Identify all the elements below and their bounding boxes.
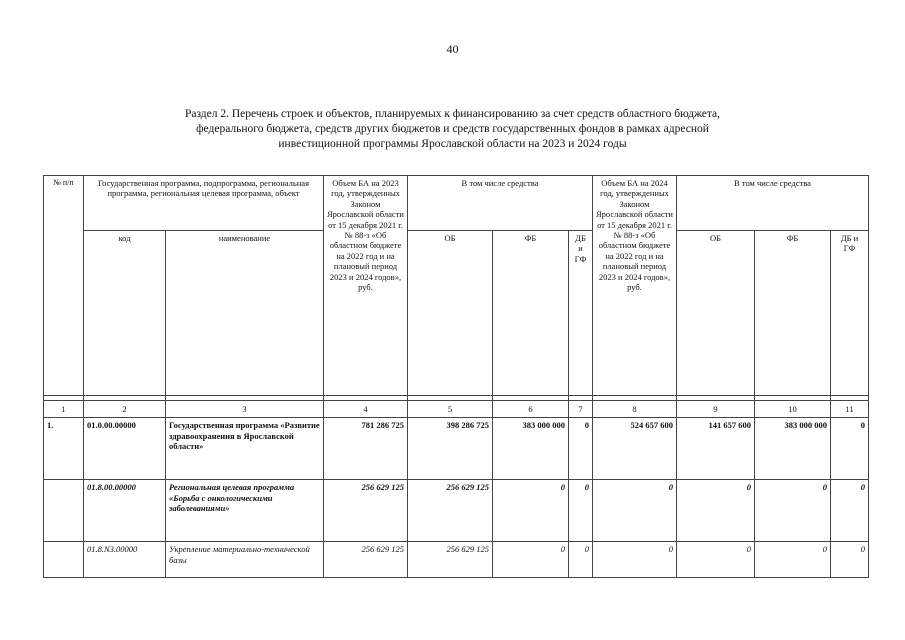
- row-code: 01.0.00.00000: [84, 418, 166, 480]
- row-ob-2024: 0: [677, 542, 755, 578]
- row-ob-2023: 256 629 125: [408, 480, 493, 542]
- header-ob-2023: ОБ: [408, 231, 493, 396]
- column-number: 1: [44, 401, 84, 418]
- row-ob-2023: 256 629 125: [408, 542, 493, 578]
- investment-table: [43, 175, 869, 578]
- column-number: 9: [677, 401, 755, 418]
- column-number: 11: [831, 401, 869, 418]
- row-code: 01.8.N3.00000: [84, 542, 166, 578]
- row-num: [44, 480, 84, 542]
- row-fb-2024: 383 000 000: [755, 418, 831, 480]
- row-num: [44, 542, 84, 578]
- column-number: 2: [84, 401, 166, 418]
- row-ob-2024: 141 657 600: [677, 418, 755, 480]
- row-ob-2023: 398 286 725: [408, 418, 493, 480]
- column-number: 3: [166, 401, 324, 418]
- row-fb-2023: 0: [493, 542, 569, 578]
- header-fb-2023: ФБ: [493, 231, 569, 396]
- header-row-2: [44, 231, 869, 396]
- row-fb-2024: 0: [755, 542, 831, 578]
- row-name: Укрепление материально-технической базы: [166, 542, 324, 578]
- title-line-2: федерального бюджета, средств других бюджетов и средств государственных фондов в рамках адресной: [196, 123, 709, 135]
- row-dbgf-2024: 0: [831, 542, 869, 578]
- row-dbgf-2023: 0: [569, 542, 593, 578]
- header-including-2024: В том числе средства: [677, 176, 869, 231]
- header-dbgf-2023: ДБ и ГФ: [569, 231, 593, 396]
- row-code: 01.8.00.00000: [84, 480, 166, 542]
- column-number: 7: [569, 401, 593, 418]
- row-dbgf-2024: 0: [831, 418, 869, 480]
- table-row-object: [44, 542, 869, 578]
- header-volume-2024: Объем БА на 2024 год, утвержденных Законом Ярославской области от 15 декабря 2021 г. № 88-з «Об областном бюджете на 2022 год и на плановый период 2023 и 2024 годов», руб.: [593, 176, 677, 396]
- header-name: наименование: [166, 231, 324, 396]
- column-number: 8: [593, 401, 677, 418]
- header-code: код: [84, 231, 166, 396]
- header-row-1: [44, 176, 869, 231]
- column-number: 5: [408, 401, 493, 418]
- header-program: Государственная программа, подпрограмма, региональная программа, региональная целевая программа, объект: [84, 176, 324, 231]
- row-num: 1.: [44, 418, 84, 480]
- title-line-3: инвестиционной программы Ярославской области на 2023 и 2024 годы: [278, 138, 627, 150]
- page-number: 40: [446, 42, 459, 56]
- row-volume-2024: 524 657 600: [593, 418, 677, 480]
- header-volume-2023: Объем БА на 2023 год, утвержденных Законом Ярославской области от 15 декабря 2021 г. № 88-з «Об областном бюджете на 2022 год и на плановый период 2023 и 2024 годов», руб.: [324, 176, 408, 396]
- header-num: № п/п: [44, 176, 84, 396]
- column-number: 4: [324, 401, 408, 418]
- column-number: 10: [755, 401, 831, 418]
- column-number: 6: [493, 401, 569, 418]
- row-fb-2023: 383 000 000: [493, 418, 569, 480]
- row-volume-2024: 0: [593, 480, 677, 542]
- row-ob-2024: 0: [677, 480, 755, 542]
- section-title: [90, 107, 815, 152]
- row-volume-2023: 781 286 725: [324, 418, 408, 480]
- row-volume-2023: 256 629 125: [324, 542, 408, 578]
- header-ob-2024: ОБ: [677, 231, 755, 396]
- header-fb-2024: ФБ: [755, 231, 831, 396]
- row-fb-2023: 0: [493, 480, 569, 542]
- row-volume-2023: 256 629 125: [324, 480, 408, 542]
- row-fb-2024: 0: [755, 480, 831, 542]
- row-dbgf-2023: 0: [569, 418, 593, 480]
- row-dbgf-2024: 0: [831, 480, 869, 542]
- row-name: Региональная целевая программа «Борьба с онкологическими заболеваниями»: [166, 480, 324, 542]
- row-dbgf-2023: 0: [569, 480, 593, 542]
- header-dbgf-2024: ДБ и ГФ: [831, 231, 869, 396]
- title-line-1: Раздел 2. Перечень строек и объектов, планируемых к финансированию за счет средств областного бюджета,: [184, 108, 721, 120]
- table-row-regional-program: [44, 480, 869, 542]
- row-volume-2024: 0: [593, 542, 677, 578]
- row-name: Государственная программа «Развитие здравоохранения в Ярославской области»: [166, 418, 324, 480]
- column-number-row: [44, 401, 869, 418]
- header-including-2023: В том числе средства: [408, 176, 593, 231]
- table-row-program: [44, 418, 869, 480]
